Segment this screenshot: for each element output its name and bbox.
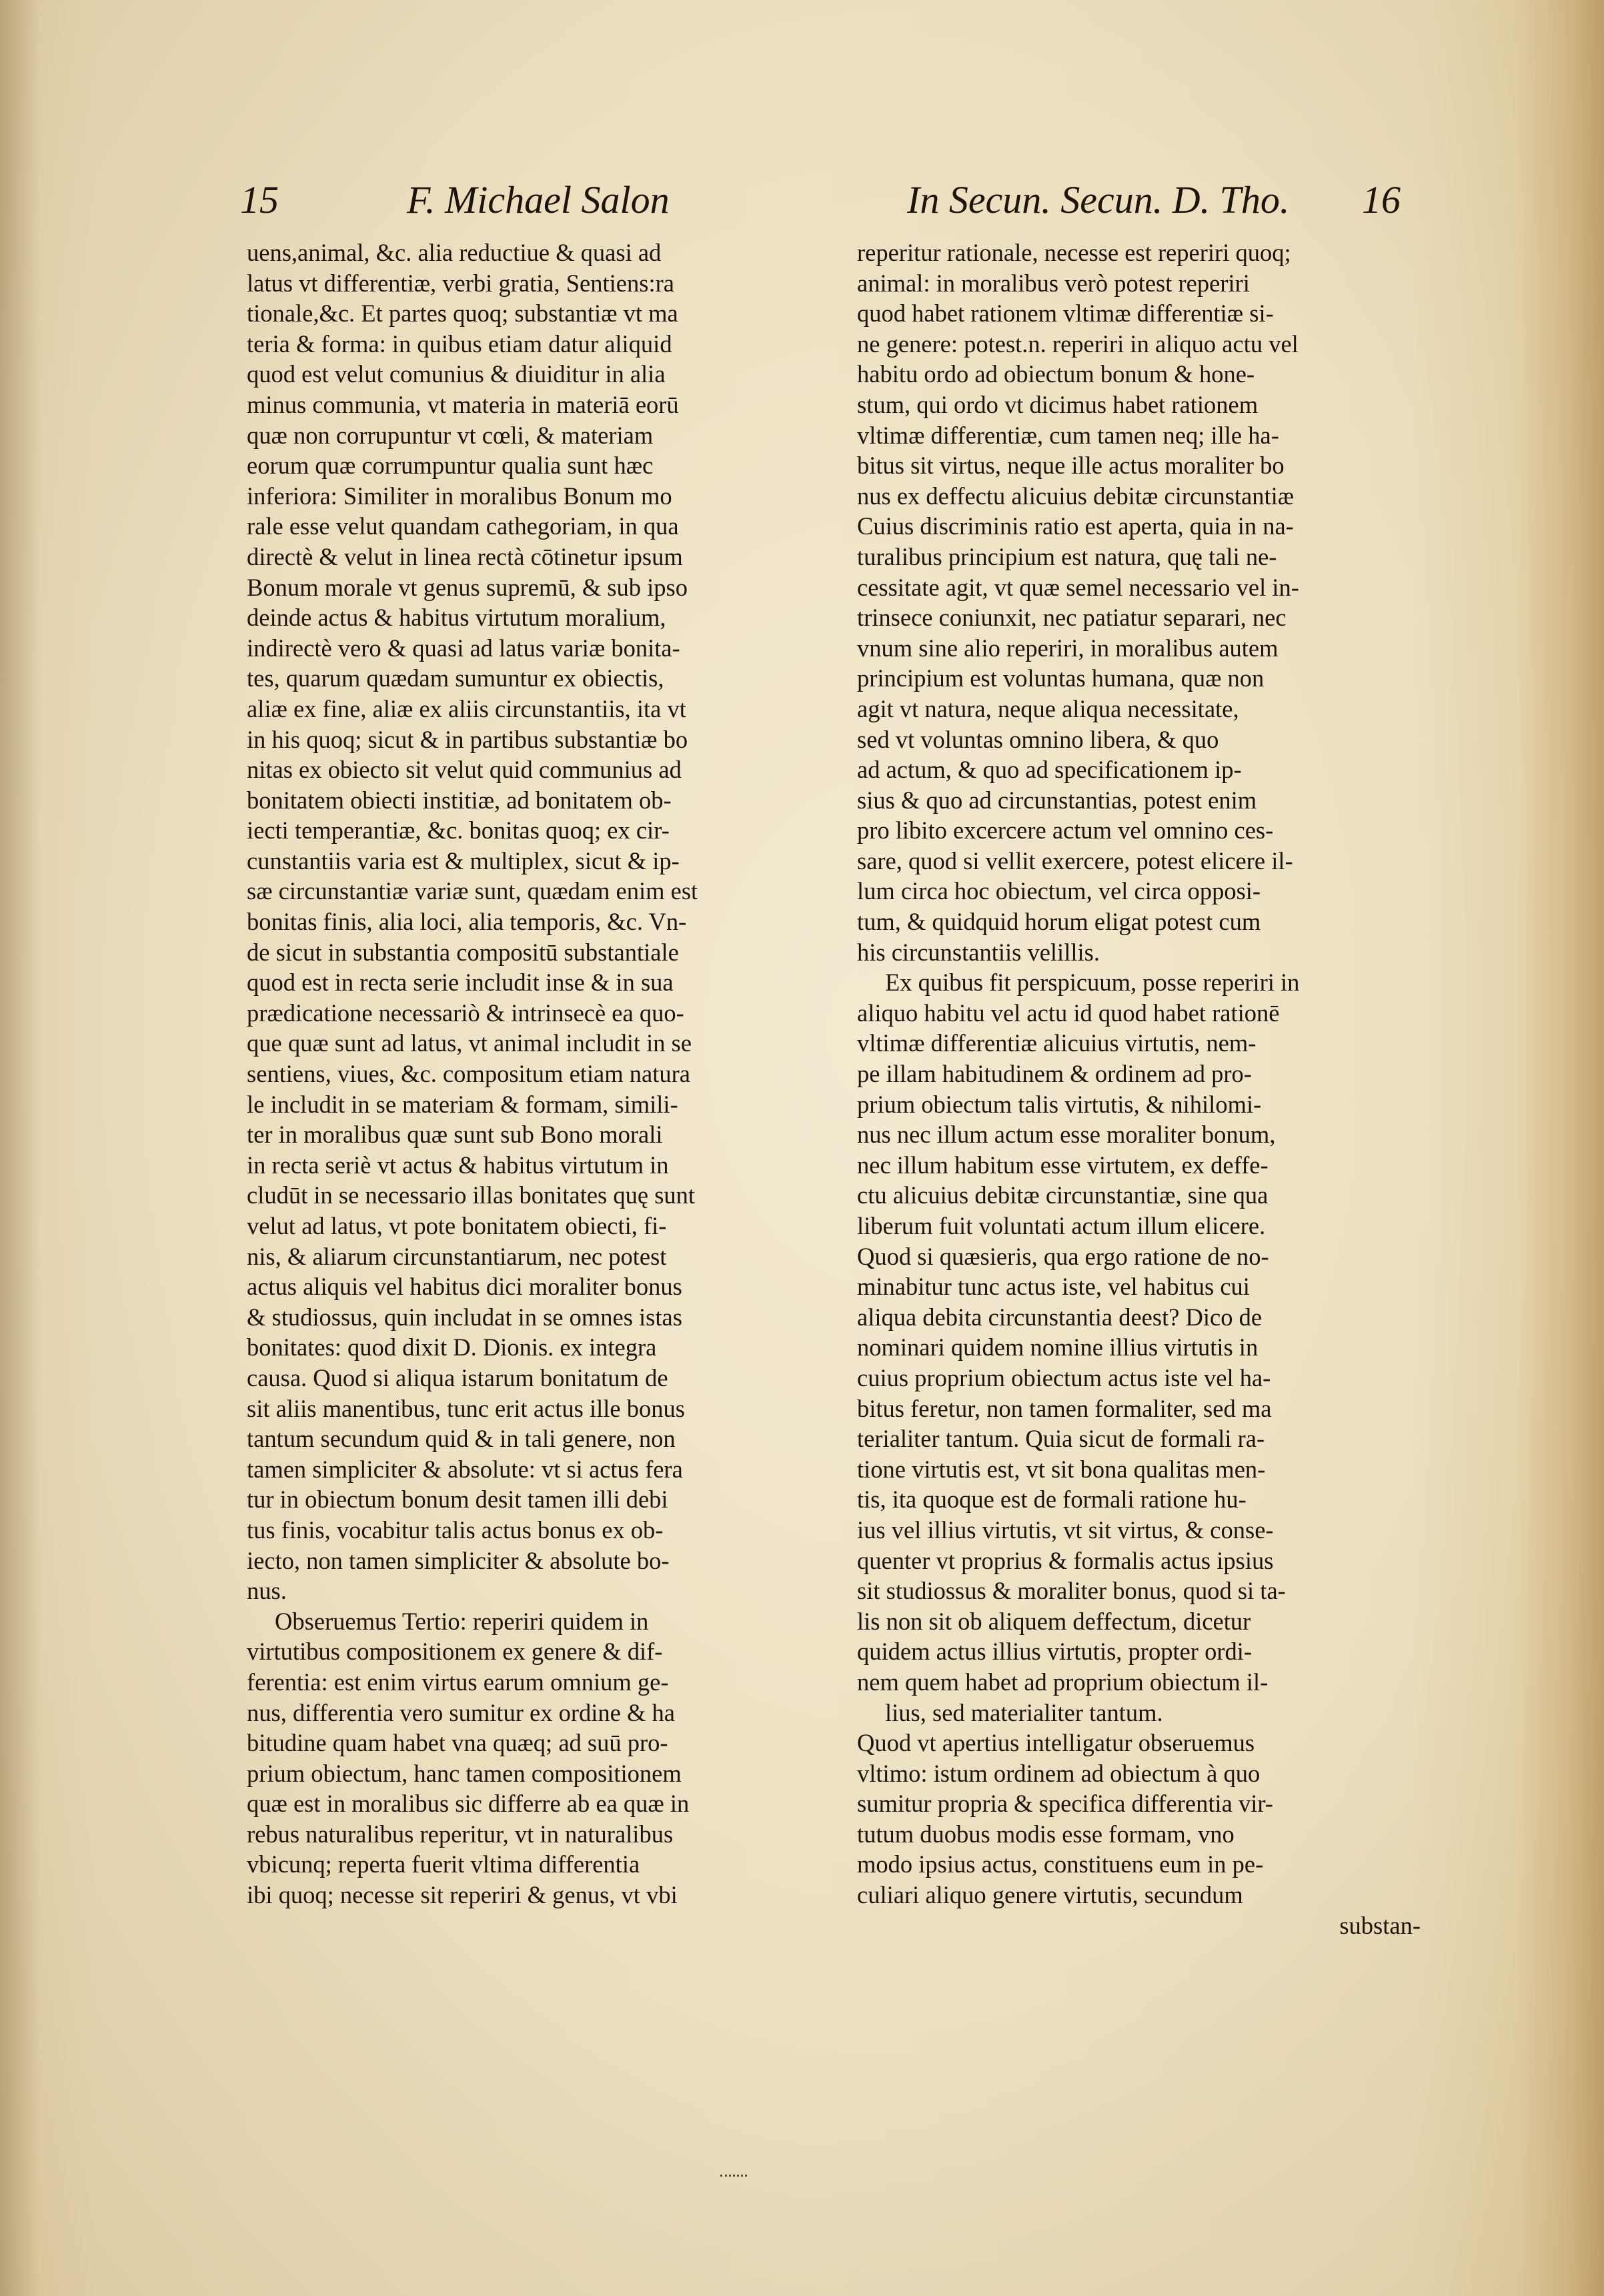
text-line: principium est voluntas humana, quæ non [857,664,1265,692]
text-line: bonitatem obiecti institiæ, ad bonitatem ob- [247,786,672,814]
text-line: aliæ ex fine, aliæ ex aliis circunstantiis, ita vt [247,694,686,722]
text-line: substan- [1339,1911,1421,1939]
text-line: actus aliquis vel habitus dici moraliter bonus [247,1273,682,1301]
text-line: ne genere: potest.n. reperiri in aliquo actu vel [857,330,1299,358]
text-line: cessitate agit, vt quæ semel necessario vel in- [857,573,1299,601]
text-line: aliqua debita circunstantia deest? Dico de [857,1303,1263,1331]
text-line: in his quoq; sicut & in partibus substantiæ bo [247,725,688,753]
text-line: quæ non corrupuntur vt cœli, & materiam [247,421,654,449]
text-line: liberum fuit voluntati actum illum elicere. [857,1212,1266,1239]
running-head-title: F. Michael Salon [407,178,670,221]
text-line: lius, sed materialiter tantum. [885,1698,1163,1726]
text-line: tur in obiectum bonum desit tamen illi debi [247,1486,668,1514]
page-number-left: 15 [240,178,279,221]
text-line: minus communia, vt materia in materiā eorū [247,390,679,418]
text-line: cuius proprium obiectum actus iste vel ha- [857,1363,1271,1391]
text-line: terialiter tantum. Quia sicut de formali ra- [857,1425,1265,1453]
text-line: ibi quoq; necesse sit reperiri & genus, vt vbi [247,1881,678,1909]
text-line: nus. [247,1577,287,1605]
text-line: vltimæ differentiæ, cum tamen neq; ille ha- [857,421,1279,449]
text-line: tum, & quidquid horum eligat potest cum [857,908,1261,936]
text-line: tantum secundum quid & in tali genere, non [247,1425,676,1453]
text-line: teria & forma: in quibus etiam datur aliquid [247,330,672,358]
text-line: sit studiossus & moraliter bonus, quod si ta- [857,1577,1286,1605]
text-line: uens,animal, &c. alia reductiue & quasi ad [247,239,662,266]
text-line: ad actum, & quo ad specificationem ip- [857,756,1242,784]
text-line: que quæ sunt ad latus, vt animal includit in se [247,1029,692,1057]
text-line: modo ipsius actus, constituens eum in pe- [857,1850,1264,1878]
text-line: causa. Quod si aliqua istarum bonitatum de [247,1363,668,1391]
text-line: his circunstantiis velillis. [857,938,1100,966]
text-line: velut ad latus, vt pote bonitatem obiecti, fi- [247,1212,667,1239]
text-line: vltimæ differentiæ alicuius virtutis, nem- [857,1029,1257,1057]
text-line: nitas ex obiecto sit velut quid communius ad [247,756,682,784]
text-line: bonitas finis, alia loci, alia temporis, &c. Vn- [247,908,687,936]
text-line: pe illam habitudinem & ordinem ad pro- [857,1060,1252,1088]
text-line: tutum duobus modis esse formam, vno [857,1820,1235,1848]
running-head-subtitle: In Secun. Secun. D. Tho. [907,178,1290,221]
text-line: pro libito excercere actum vel omnino ces- [857,816,1274,844]
text-line: sæ circunstantiæ variæ sunt, quædam enim est [247,877,698,905]
text-line: sumitur propria & specifica differentia vir- [857,1790,1273,1818]
text-line: nominari quidem nomine illius virtutis in [857,1333,1259,1361]
text-line: vnum sine alio reperiri, in moralibus autem [857,634,1279,662]
text-line: tes, quarum quædam sumuntur ex obiectis, [247,664,664,692]
text-line: virtutibus compositionem ex genere & dif- [247,1638,663,1666]
text-line: deinde actus & habitus virtutum moralium, [247,604,666,632]
text-line: nem quem habet ad proprium obiectum il- [857,1668,1269,1696]
text-line: ter in moralibus quæ sunt sub Bono morali [247,1121,663,1149]
text-line: Quod vt apertius intelligatur obseruemus [857,1729,1255,1757]
right-text-column [857,237,1421,1940]
text-line: directè & velut in linea rectà cōtinetur ipsum [247,542,683,570]
text-line: quæ est in moralibus sic differre ab ea quæ in [247,1790,690,1818]
text-line: sed vt voluntas omnino libera, & quo [857,725,1219,753]
text-line: animal: in moralibus verò potest reperiri [857,269,1250,297]
text-line: nis, & aliarum circunstantiarum, nec potest [247,1242,667,1270]
text-line: bitus sit virtus, neque ille actus moraliter bo [857,452,1285,480]
text-line: prium obiectum talis virtutis, & nihilomi- [857,1090,1262,1118]
text-line: le includit in se materiam & formam, simili- [247,1090,678,1118]
text-line: cludūt in se necessario illas bonitates quę sunt [247,1181,696,1209]
left-text-column [247,237,810,1910]
running-head [240,170,1401,230]
text-line: tamen simpliciter & absolute: vt si actus fera [247,1455,683,1483]
text-line: de sicut in substantia compositū substantiale [247,938,679,966]
text-line: Ex quibus fit perspicuum, posse reperiri in [885,969,1300,997]
text-line: vbicunq; reperta fuerit vltima differentia [247,1850,640,1878]
text-line: nus ex deffectu alicuius debitæ circunstantiæ [857,482,1295,510]
text-line: latus vt differentiæ, verbi gratia, Sentiens:ra [247,269,674,297]
text-line: sare, quod si vellit exercere, potest elicere il- [857,846,1293,875]
gutter-shadow [0,0,40,2296]
text-line: cunstantiis varia est & multiplex, sicut & ip- [247,846,680,875]
text-line: quod habet rationem vltimæ differentiæ si- [857,300,1274,328]
text-line: culiari aliquo genere virtutis, secundum [857,1881,1243,1909]
text-line: reperitur rationale, necesse est reperiri quoq; [857,239,1291,266]
text-line: ferentia: est enim virtus earum omnium ge- [247,1668,669,1696]
text-line: bonitates: quod dixit D. Dionis. ex integra [247,1333,657,1361]
text-line: vltimo: istum ordinem ad obiectum à quo [857,1759,1261,1787]
page-edge-stain [1517,0,1604,2296]
text-line: iecto, non tamen simpliciter & absolute bo- [247,1546,670,1574]
text-line: quod est in recta serie includit inse & in sua [247,969,674,997]
text-line: tione virtutis est, vt sit bona qualitas men- [857,1455,1266,1483]
text-line: tionale,&c. Et partes quoq; substantiæ vt ma [247,300,678,328]
text-line: & studiossus, quin includat in se omnes istas [247,1303,682,1331]
text-line: quidem actus illius virtutis, propter ordi- [857,1638,1253,1666]
text-line: rale esse velut quandam cathegoriam, in qua [247,512,679,540]
text-line: ctu alicuius debitæ circunstantiæ, sine qua [857,1181,1269,1209]
text-line: rebus naturalibus reperitur, vt in naturalibus [247,1820,674,1848]
text-line: ius vel illius virtutis, vt sit virtus, & conse- [857,1516,1274,1544]
text-line: nec illum habitum esse virtutem, ex deffe- [857,1151,1269,1179]
text-line: iecti temperantiæ, &c. bonitas quoq; ex cir- [247,816,670,844]
text-line: sentiens, viues, &c. compositum etiam natura [247,1060,690,1088]
text-line: bitus feretur, non tamen formaliter, sed ma [857,1394,1272,1422]
text-line: stum, qui ordo vt dicimus habet rationem [857,390,1259,418]
text-line: sius & quo ad circunstantias, potest enim [857,786,1257,814]
text-line: Quod si quæsieris, qua ergo ratione de no- [857,1242,1269,1270]
text-line: quod est velut comunius & diuiditur in alia [247,360,666,388]
text-line: aliquo habitu vel actu id quod habet rationē [857,999,1280,1027]
text-line: in recta seriè vt actus & habitus virtutum in [247,1151,669,1179]
text-line: bitudine quam habet vna quæq; ad suū pro- [247,1729,668,1757]
text-line: lum circa hoc obiectum, vel circa opposi- [857,877,1261,905]
text-line: nus nec illum actum esse moraliter bonum, [857,1121,1276,1149]
text-line: tis, ita quoque est de formali ratione hu- [857,1486,1247,1514]
text-line: Bonum morale vt genus supremū, & sub ipso [247,573,688,601]
text-line: prædicatione necessariò & intrinsecè ea quo- [247,999,684,1027]
text-line: quenter vt proprius & formalis actus ipsius [857,1546,1274,1574]
text-line: trinsece coniunxit, nec patiatur separari, nec [857,604,1287,632]
text-line: tus finis, vocabitur talis actus bonus ex ob- [247,1516,664,1544]
text-line: indirectè vero & quasi ad latus variæ bonita- [247,634,680,662]
page-number-right: 16 [1362,178,1401,221]
text-line: lis non sit ob aliquem deffectum, dicetur [857,1607,1251,1635]
text-line: minabitur tunc actus iste, vel habitus cui [857,1273,1250,1301]
text-line: agit vt natura, neque aliqua necessitate, [857,694,1239,722]
text-line: eorum quæ corrumpuntur qualia sunt hæc [247,452,654,480]
text-line: turalibus principium est natura, quę tali ne- [857,542,1277,570]
text-line: habitu ordo ad obiectum bonum & hone- [857,360,1255,388]
text-line: sit aliis manentibus, tunc erit actus ille bonus [247,1394,685,1422]
text-line: Cuius discriminis ratio est aperta, quia in na- [857,512,1294,540]
ornament-dash [720,2175,747,2179]
text-line: inferiora: Similiter in moralibus Bonum mo [247,482,672,510]
text-line: Obseruemus Tertio: reperiri quidem in [275,1607,649,1635]
text-line: nus, differentia vero sumitur ex ordine & ha [247,1698,675,1726]
text-line: prium obiectum, hanc tamen compositionem [247,1759,682,1787]
